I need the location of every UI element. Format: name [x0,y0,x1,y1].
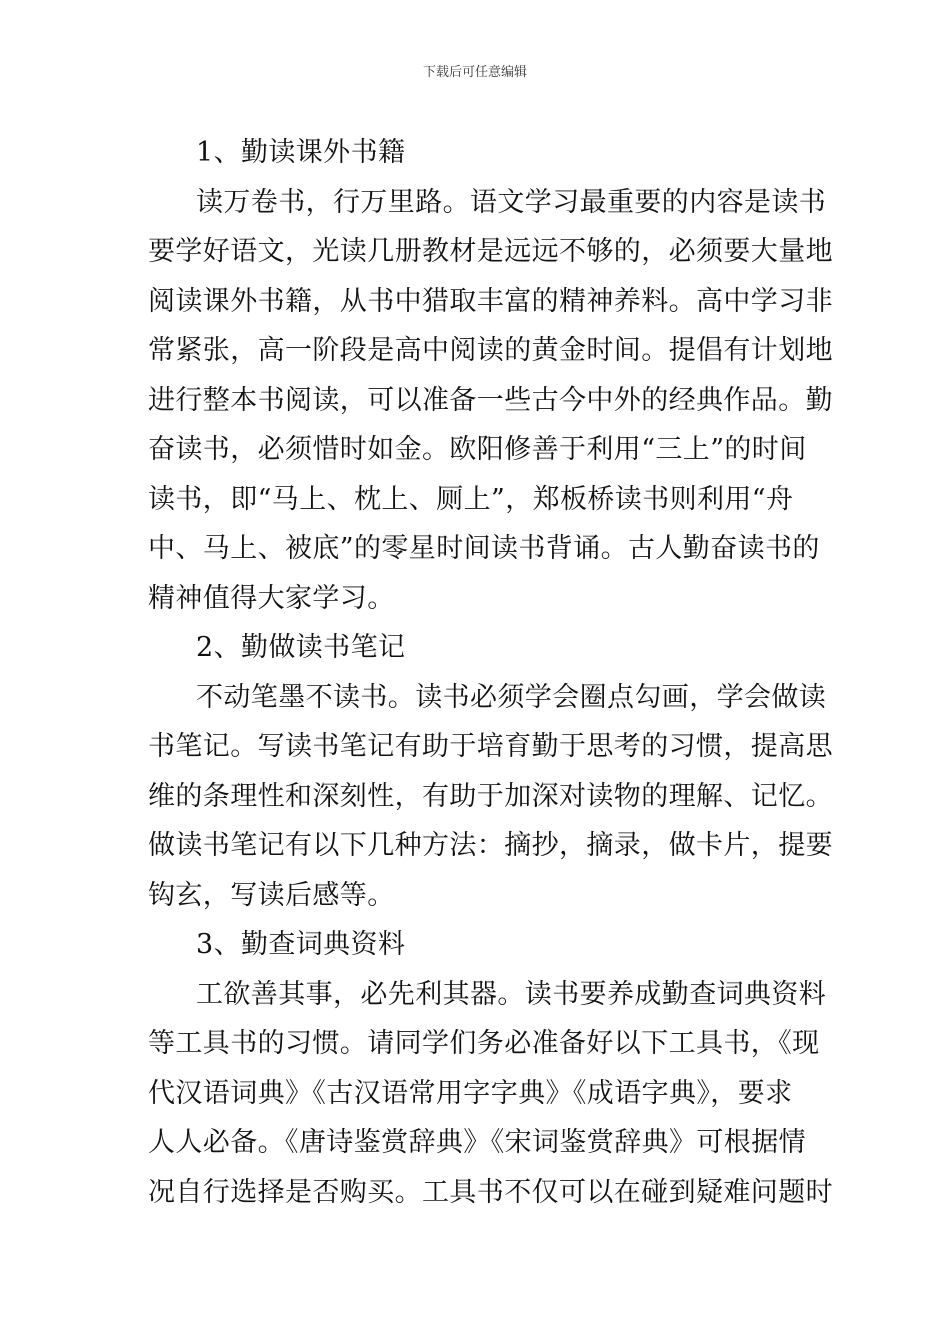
paragraph-line: 钩玄，写读后感等。 [148,879,395,911]
paragraph-line: 不动笔墨不读书。读书必须学会圈点勾画，学会做读 [196,681,827,713]
paragraph-line: 人人必备。《唐诗鉴赏辞典》《宋词鉴赏辞典》可根据情 [148,1127,806,1158]
paragraph-line: 做读书笔记有以下几种方法：摘抄，摘录，做卡片，提要 [148,830,833,861]
paragraph-line: 维的条理性和深刻性，有助于加深对读物的理解、记忆。 [148,780,833,812]
section-heading-1: 1、勤读课外书籍 [196,137,406,168]
paragraph-line: 读书，即“马上、枕上、厕上”，郑板桥读书则利用“舟 [148,483,794,515]
paragraph-line: 阅读课外书籍，从书中猎取丰富的精神养料。高中学习非 [148,285,833,317]
paragraph-line: 奋读书，必须惜时如金。欧阳修善于利用“三上”的时间 [148,434,807,465]
paragraph-line: 代汉语词典》《古汉语常用字字典》《成语字典》，要求 [148,1077,793,1109]
paragraph-line: 况自行选择是否购买。工具书不仅可以在碰到疑难问题时 [148,1176,833,1208]
paragraph-line: 进行整本书阅读，可以准备一些古今中外的经典作品。勤 [148,384,833,416]
paragraph-line: 等工具书的习惯。请同学们务必准备好以下工具书，《现 [148,1028,820,1059]
paragraph-line: 工欲善其事，必先利其器。读书要养成勤查词典资料 [196,978,827,1010]
section-heading-2: 2、勤做读书笔记 [196,632,406,663]
page-header: 下载后可任意编辑 [422,65,527,80]
document-body [148,128,833,1217]
paragraph-line: 要学好语文，光读几册教材是远远不够的，必须要大量地 [148,236,833,267]
paragraph-line: 读万卷书，行万里路。语文学习最重要的内容是读书 [196,186,827,218]
paragraph-line: 精神值得大家学习。 [148,582,395,614]
section-heading-3: 3、勤查词典资料 [196,929,406,960]
paragraph-line: 常紧张，高一阶段是高中阅读的黄金时间。提倡有计划地 [148,335,833,366]
paragraph-line: 书笔记。写读书笔记有助于培育勤于思考的习惯，提高思 [148,731,833,762]
paragraph-line: 中、马上、被底”的零星时间读书背诵。古人勤奋读书的 [148,533,820,564]
